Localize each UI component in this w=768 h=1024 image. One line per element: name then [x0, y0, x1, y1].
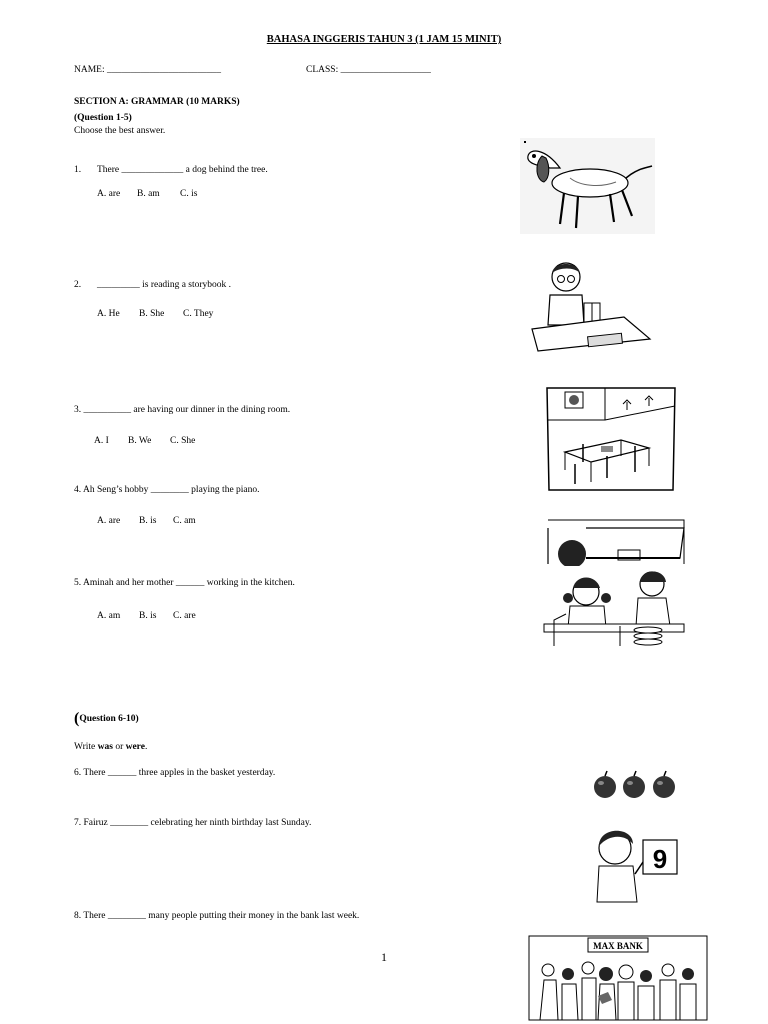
option-c: C. They	[183, 309, 214, 319]
part2-or: or	[112, 742, 126, 752]
question-4-number: 4.	[74, 485, 82, 495]
kitchen-illustration	[540, 566, 688, 652]
part2-dot: .	[144, 742, 148, 752]
question-5-text: Aminah and her mother ______ working in the kitchen.	[82, 578, 295, 588]
option-a: A. am	[97, 611, 121, 621]
question-6-text: There ______ three apples in the basket yesterday.	[83, 768, 276, 778]
part2-instruction	[74, 742, 147, 752]
three-apples-illustration	[592, 770, 678, 800]
part2-label	[74, 710, 139, 728]
option-b: B. is	[139, 516, 157, 526]
question-5-number: 5.	[74, 578, 82, 588]
question-5-line	[74, 578, 295, 588]
dog-illustration	[520, 138, 655, 234]
question-8-text: There ________ many people putting their money in the bank last week.	[83, 911, 360, 921]
question-2-text: _________ is reading a storybook .	[97, 280, 232, 290]
page-title: BAHASA INGGERIS TAHUN 3 (1 JAM 15 MINIT)	[266, 34, 502, 45]
question-4-options	[97, 516, 196, 526]
question-1-number: 1.	[74, 165, 82, 175]
option-a: A. I	[94, 436, 109, 446]
card-number: 9	[652, 844, 668, 874]
piano-illustration	[546, 518, 686, 566]
boy-reading-illustration	[528, 255, 653, 353]
question-3-number: 3.	[74, 405, 82, 415]
question-3-options	[94, 436, 195, 446]
dining-room-illustration	[545, 386, 677, 492]
option-b: B. We	[128, 436, 152, 446]
option-b: B. am	[137, 189, 160, 199]
option-a: A. He	[97, 309, 120, 319]
question-7-line	[74, 818, 311, 828]
question-8-number: 8.	[74, 911, 82, 921]
option-a: A. are	[97, 516, 121, 526]
name-field-label: NAME: ________________________	[74, 65, 221, 75]
part2-word-was: was	[97, 742, 113, 752]
option-c: C. is	[180, 189, 198, 199]
question-3-text: __________ are having our dinner in the dining room.	[83, 405, 291, 415]
part1-label: (Question 1-5)	[74, 113, 132, 123]
question-5-options	[97, 611, 196, 621]
part2-paren: (	[74, 710, 80, 727]
question-6-line	[74, 768, 275, 778]
option-c: C. am	[173, 516, 196, 526]
section-a-heading: SECTION A: GRAMMAR (10 MARKS)	[74, 97, 240, 107]
bank-sign: MAX BANK	[593, 941, 643, 951]
part2-label-text: Question 6-10)	[79, 714, 139, 724]
question-7-text: Fairuz ________ celebrating her ninth birthday last Sunday.	[83, 818, 312, 828]
part2-word-were: were	[125, 742, 145, 752]
question-4-text: Ah Seng’s hobby ________ playing the piano.	[82, 485, 260, 495]
question-1-text: There _____________ a dog behind the tree.	[97, 165, 268, 175]
option-c: C. She	[170, 436, 196, 446]
question-3-line	[74, 405, 290, 415]
question-2-options	[97, 309, 213, 319]
part1-instruction: Choose the best answer.	[74, 126, 166, 136]
option-a: A. are	[97, 189, 121, 199]
option-b: B. She	[139, 309, 165, 319]
part2-instruction-prefix: Write	[74, 742, 98, 752]
option-b: B. is	[139, 611, 157, 621]
question-2-number: 2.	[74, 280, 82, 290]
question-4-line	[74, 485, 260, 495]
question-6-number: 6.	[74, 768, 82, 778]
option-c: C. are	[173, 611, 196, 621]
page-number: 1	[381, 950, 387, 964]
girl-with-number-card-illustration	[585, 822, 685, 914]
question-7-number: 7.	[74, 818, 82, 828]
question-8-line	[74, 911, 359, 921]
question-1-options	[97, 189, 197, 199]
bank-crowd-illustration	[528, 934, 708, 1022]
class-field-label: CLASS: ___________________	[306, 65, 431, 75]
